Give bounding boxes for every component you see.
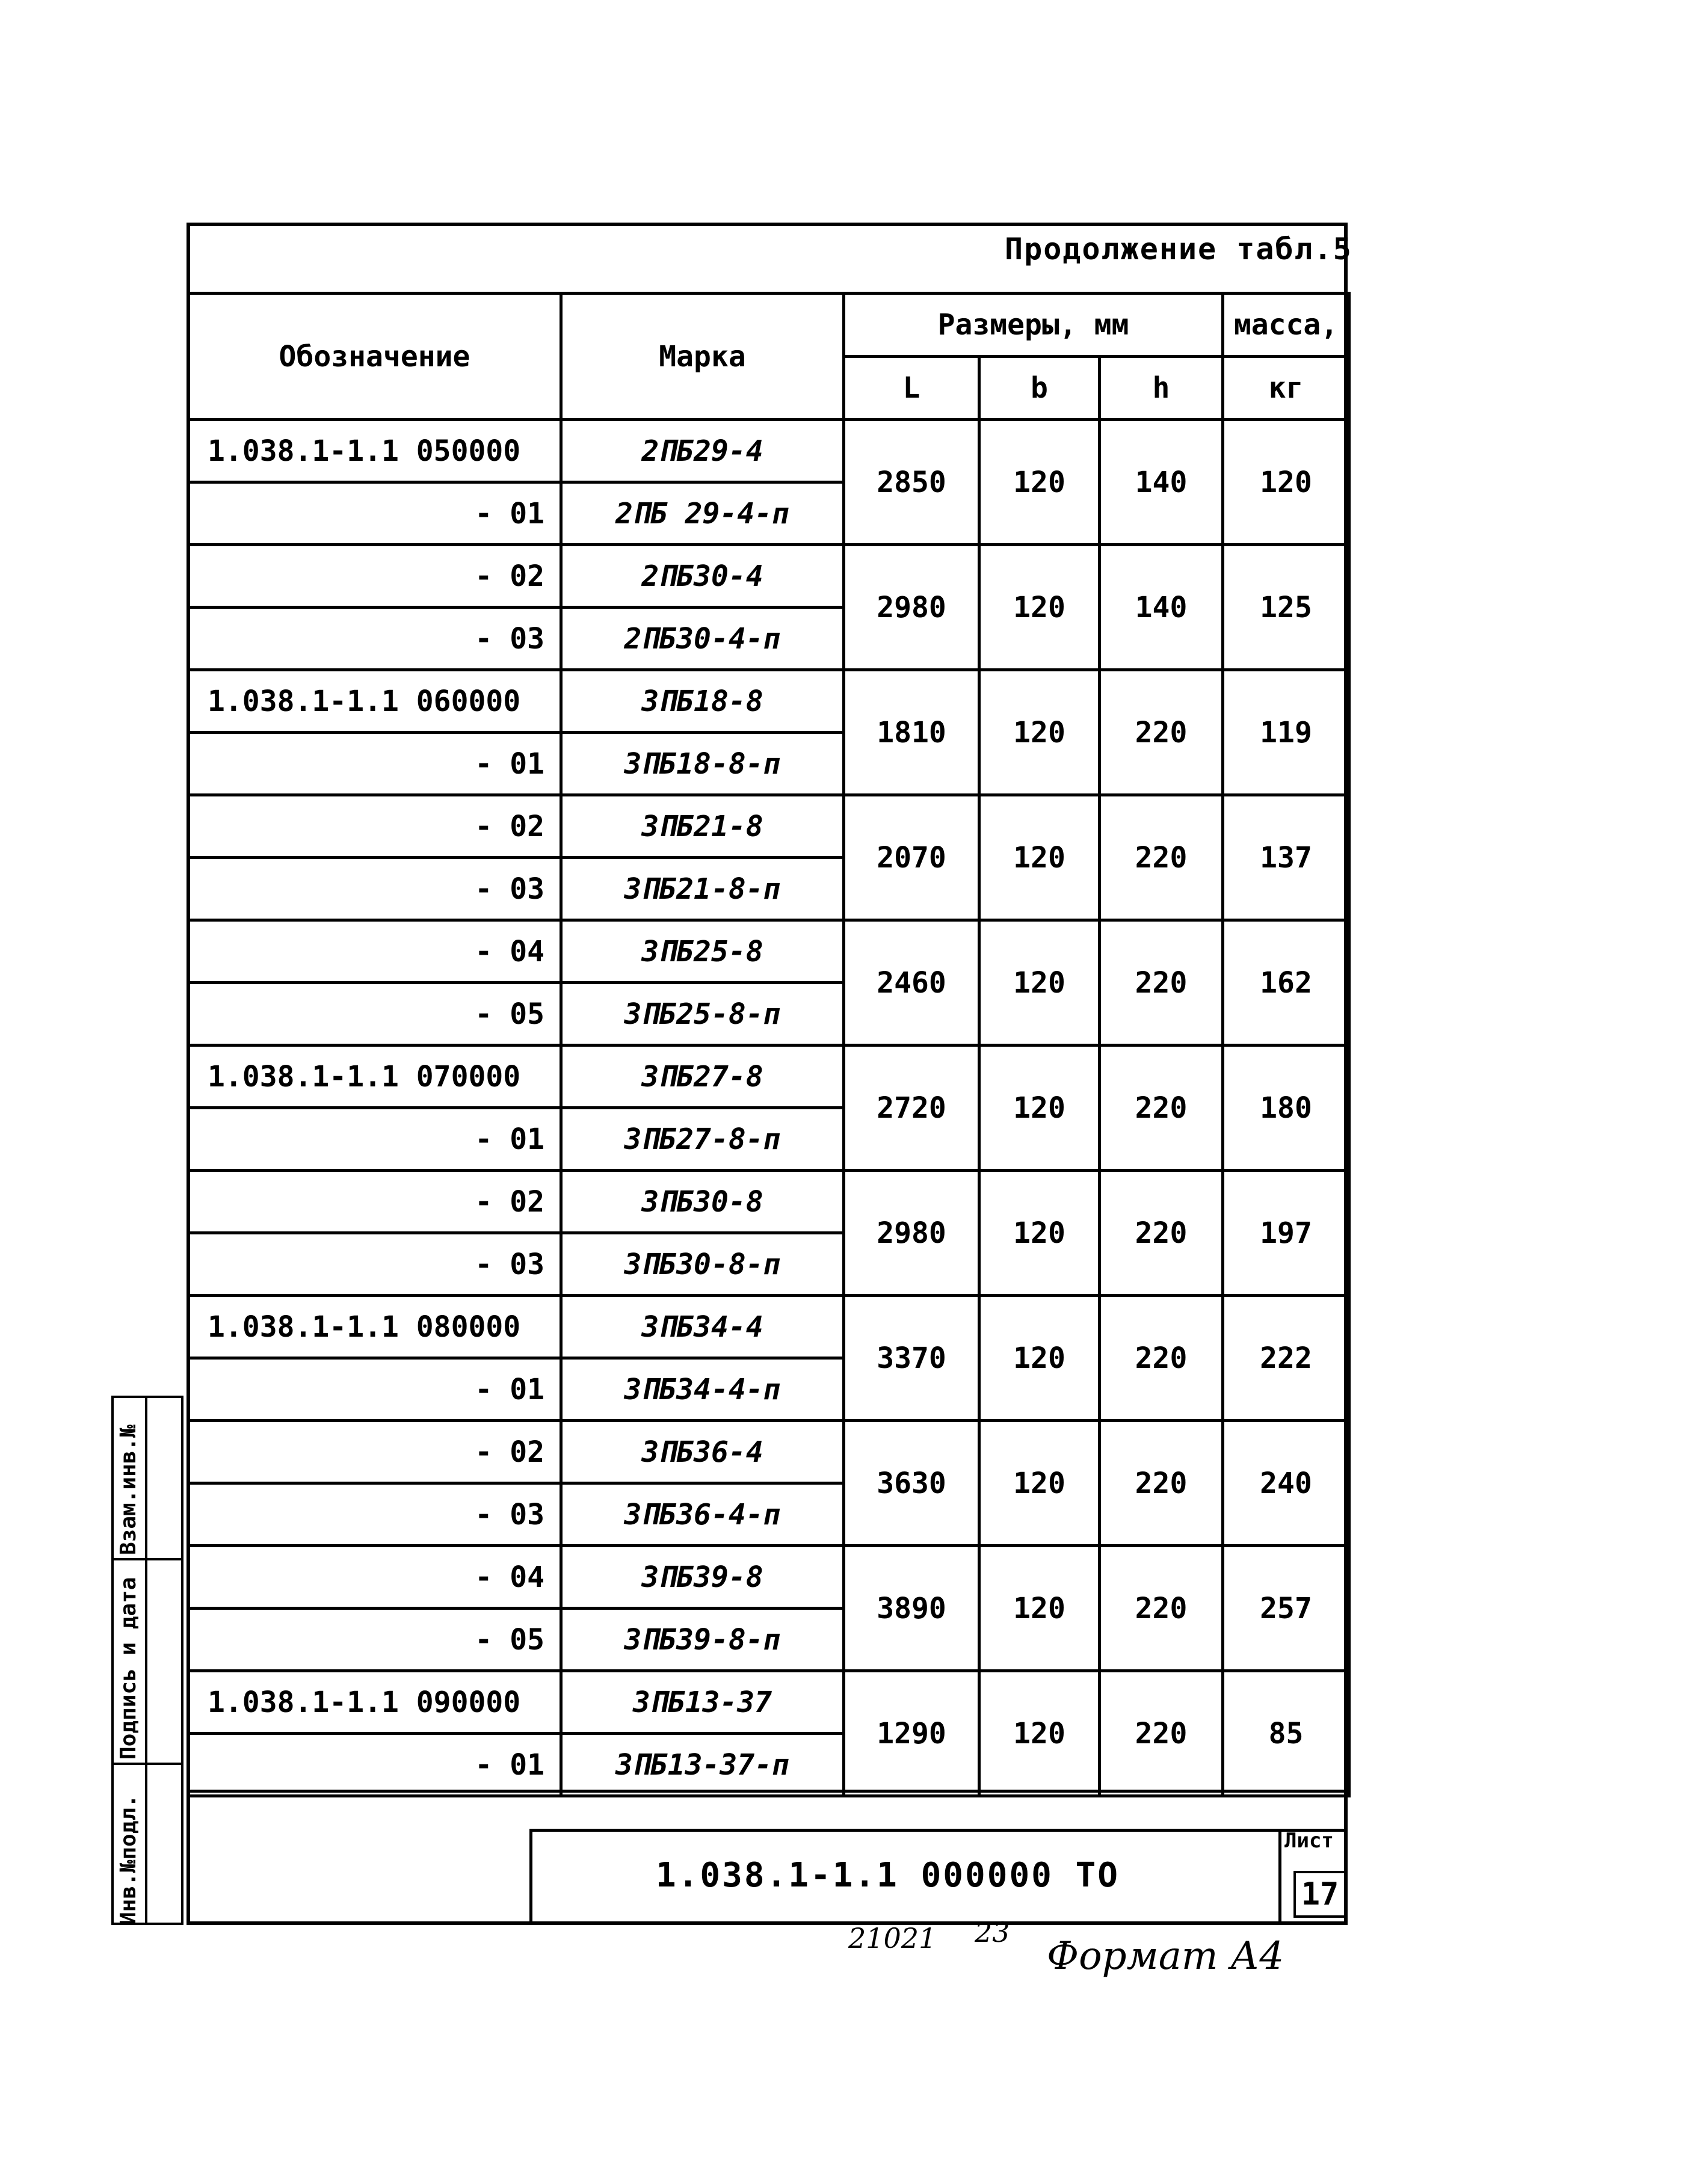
header-b: b [979, 357, 1100, 420]
designation-cell: 1.038.1-1.1 070000 [188, 1046, 561, 1108]
dimension-L-cell: 2980 [844, 545, 979, 670]
mark-cell: 3ПБ13-37-п [561, 1734, 844, 1796]
mark-cell: 3ПБ30-8-п [561, 1233, 844, 1296]
table-row [188, 1046, 1349, 1108]
header-h: h [1100, 357, 1223, 420]
mark-cell: 3ПБ25-8-п [561, 983, 844, 1046]
dimension-L-cell: 2070 [844, 795, 979, 920]
mark-cell: 3ПБ36-4-п [561, 1483, 844, 1546]
side-stamp-divider [111, 1558, 183, 1560]
mark-cell: 2ПБ 29-4-п [561, 482, 844, 545]
header-mass-unit: кг [1223, 357, 1349, 420]
mass-cell: 162 [1223, 920, 1349, 1046]
mark-cell: 3ПБ27-8-п [561, 1108, 844, 1171]
dimension-b-cell: 120 [979, 1296, 1100, 1421]
mass-cell: 257 [1223, 1546, 1349, 1671]
dimension-b-cell: 120 [979, 1171, 1100, 1296]
designation-cell: - 01 [188, 482, 561, 545]
mass-cell: 137 [1223, 795, 1349, 920]
dimension-h-cell: 220 [1100, 1046, 1223, 1171]
sheet-number: 17 [1293, 1871, 1346, 1918]
mass-cell: 222 [1223, 1296, 1349, 1421]
designation-cell: - 03 [188, 1233, 561, 1296]
footer-number: 21021 [848, 1922, 937, 1954]
mass-cell: 120 [1223, 420, 1349, 545]
dimension-b-cell: 120 [979, 920, 1100, 1046]
dimension-L-cell: 2980 [844, 1171, 979, 1296]
mass-cell: 240 [1223, 1421, 1349, 1546]
designation-cell: - 04 [188, 920, 561, 983]
dimension-b-cell: 120 [979, 795, 1100, 920]
header-mass: масса, [1223, 294, 1349, 357]
designation-cell: 1.038.1-1.1 060000 [188, 670, 561, 733]
table-row [188, 670, 1349, 733]
dimension-h-cell: 220 [1100, 795, 1223, 920]
dimension-b-cell: 120 [979, 420, 1100, 545]
mark-cell: 3ПБ25-8 [561, 920, 844, 983]
table-row [188, 1171, 1349, 1233]
dimension-b-cell: 120 [979, 1421, 1100, 1546]
dimension-b-cell: 120 [979, 1046, 1100, 1171]
header-L: L [844, 357, 979, 420]
designation-cell: - 03 [188, 858, 561, 920]
specification-table [187, 292, 1351, 1797]
designation-cell: - 02 [188, 1171, 561, 1233]
table-row [188, 1546, 1349, 1609]
designation-cell: - 02 [188, 795, 561, 858]
mark-cell: 3ПБ36-4 [561, 1421, 844, 1483]
dimension-h-cell: 220 [1100, 670, 1223, 795]
header-designation: Обозначение [188, 294, 561, 420]
designation-cell: - 03 [188, 1483, 561, 1546]
side-stamp-inv-podl: Инв.№подл. [116, 1794, 141, 1925]
table-row [188, 795, 1349, 858]
table-row [188, 1296, 1349, 1358]
dimension-L-cell: 1810 [844, 670, 979, 795]
mark-cell: 3ПБ39-8 [561, 1546, 844, 1609]
designation-cell: - 01 [188, 1358, 561, 1421]
dimension-L-cell: 2460 [844, 920, 979, 1046]
side-stamp-vzam: Взам.инв.№ [116, 1424, 141, 1555]
mark-cell: 3ПБ21-8 [561, 795, 844, 858]
side-stamp [111, 1396, 183, 1925]
mark-cell: 3ПБ27-8 [561, 1046, 844, 1108]
side-stamp-values [145, 1396, 183, 1925]
table-row [188, 545, 1349, 608]
header-mark: Марка [561, 294, 844, 420]
mark-cell: 3ПБ39-8-п [561, 1609, 844, 1671]
dimension-h-cell: 220 [1100, 1671, 1223, 1796]
title-block-top-line [187, 1790, 1348, 1793]
mass-cell: 180 [1223, 1046, 1349, 1171]
designation-cell: - 05 [188, 983, 561, 1046]
designation-cell: 1.038.1-1.1 090000 [188, 1671, 561, 1734]
table-row [188, 1421, 1349, 1483]
dimension-h-cell: 220 [1100, 1421, 1223, 1546]
mass-cell: 119 [1223, 670, 1349, 795]
dimension-h-cell: 220 [1100, 1546, 1223, 1671]
mass-cell: 85 [1223, 1671, 1349, 1796]
dimension-L-cell: 1290 [844, 1671, 979, 1796]
designation-cell: 1.038.1-1.1 080000 [188, 1296, 561, 1358]
dimension-L-cell: 2720 [844, 1046, 979, 1171]
dimension-b-cell: 120 [979, 545, 1100, 670]
designation-cell: - 05 [188, 1609, 561, 1671]
designation-cell: - 02 [188, 1421, 561, 1483]
mark-cell: 3ПБ18-8-п [561, 733, 844, 795]
designation-cell: - 01 [188, 1108, 561, 1171]
continuation-title: Продолжение табл.5 [1005, 232, 1352, 266]
dimension-L-cell: 3890 [844, 1546, 979, 1671]
designation-cell: 1.038.1-1.1 050000 [188, 420, 561, 482]
designation-cell: - 02 [188, 545, 561, 608]
dimension-b-cell: 120 [979, 670, 1100, 795]
dimension-h-cell: 140 [1100, 545, 1223, 670]
dimension-L-cell: 2850 [844, 420, 979, 545]
designation-cell: - 03 [188, 608, 561, 670]
document-code: 1.038.1-1.1 000000 ТО [656, 1856, 1120, 1895]
side-stamp-podpis: Подпись и дата [116, 1577, 141, 1760]
header-dimensions: Размеры, мм [844, 294, 1223, 357]
mark-cell: 2ПБ30-4-п [561, 608, 844, 670]
mark-cell: 3ПБ34-4-п [561, 1358, 844, 1421]
mass-cell: 197 [1223, 1171, 1349, 1296]
designation-cell: - 01 [188, 733, 561, 795]
table-row [188, 420, 1349, 482]
designation-cell: - 04 [188, 1546, 561, 1609]
table-row [188, 1671, 1349, 1734]
dimension-L-cell: 3370 [844, 1296, 979, 1421]
mark-cell: 3ПБ21-8-п [561, 858, 844, 920]
mark-cell: 2ПБ29-4 [561, 420, 844, 482]
mark-cell: 3ПБ13-37 [561, 1671, 844, 1734]
mark-cell: 2ПБ30-4 [561, 545, 844, 608]
footer-sub: 23 [975, 1916, 1010, 1948]
dimension-h-cell: 220 [1100, 920, 1223, 1046]
sheet-label: Лист [1284, 1829, 1334, 1853]
dimension-h-cell: 220 [1100, 1296, 1223, 1421]
side-stamp-divider [111, 1763, 183, 1765]
dimension-b-cell: 120 [979, 1546, 1100, 1671]
designation-cell: - 01 [188, 1734, 561, 1796]
mark-cell: 3ПБ34-4 [561, 1296, 844, 1358]
dimension-b-cell: 120 [979, 1671, 1100, 1796]
dimension-h-cell: 140 [1100, 420, 1223, 545]
dimension-h-cell: 220 [1100, 1171, 1223, 1296]
mark-cell: 3ПБ18-8 [561, 670, 844, 733]
mark-cell: 3ПБ30-8 [561, 1171, 844, 1233]
dimension-L-cell: 3630 [844, 1421, 979, 1546]
mass-cell: 125 [1223, 545, 1349, 670]
footer-format: Формат А4 [1047, 1934, 1284, 1979]
table-row [188, 920, 1349, 983]
